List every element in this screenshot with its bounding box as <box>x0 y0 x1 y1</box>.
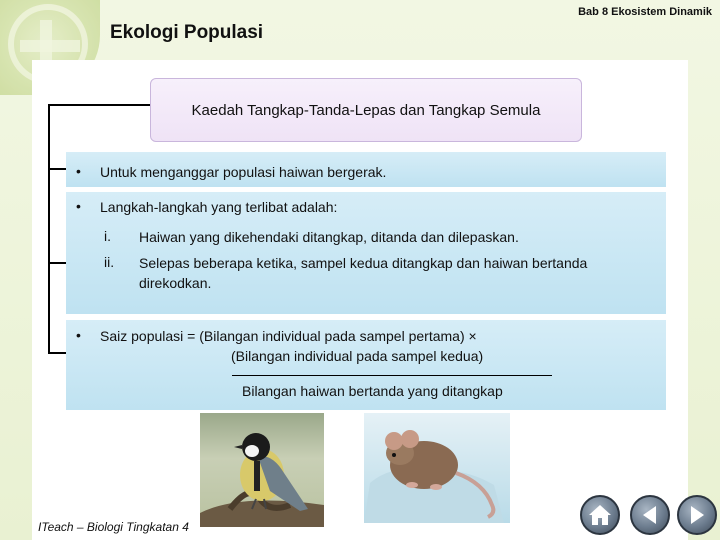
method-heading <box>150 78 582 142</box>
triangle-left-icon <box>639 504 661 526</box>
step-text-2-line1: Selepas beberapa ketika, sampel kedua ditangkap dan haiwan bertanda <box>139 255 588 271</box>
bullet-marker-1: • <box>76 163 81 179</box>
bird-photo <box>200 413 324 527</box>
home-button[interactable] <box>580 495 620 535</box>
triangle-right-icon <box>686 504 708 526</box>
home-icon <box>587 503 613 527</box>
bullet-text-1: Untuk menganggar populasi haiwan bergerak. <box>100 164 387 180</box>
formula-line-1: Saiz populasi = (Bilangan individual pada sampel pertama) × <box>100 328 477 344</box>
step-number-1: i. <box>104 228 111 244</box>
chapter-label: Bab 8 Ekosistem Dinamik <box>578 6 712 18</box>
bullet-marker-2: • <box>76 198 81 214</box>
method-heading-text: Kaedah Tangkap-Tanda-Lepas dan Tangkap Semula <box>191 101 541 119</box>
step-text-2-line2: direkodkan. <box>139 275 212 291</box>
page-title: Ekologi Populasi <box>110 22 264 43</box>
back-button[interactable] <box>630 495 670 535</box>
formula-denominator: Bilangan haiwan bertanda yang ditangkap <box>242 383 503 399</box>
fraction-bar <box>232 375 552 376</box>
bullet-marker-3: • <box>76 327 81 343</box>
bracket-branch-1 <box>48 168 66 170</box>
bracket-branch-3 <box>48 352 66 354</box>
forward-button[interactable] <box>677 495 717 535</box>
mouse-photo <box>364 413 510 523</box>
bracket-top-line <box>48 104 150 106</box>
footer-credit: ITeach – Biologi Tingkatan 4 <box>38 520 189 534</box>
formula-line-2: (Bilangan individual pada sampel kedua) <box>231 348 484 364</box>
bracket-vertical-line <box>48 104 50 354</box>
bullet-text-2: Langkah-langkah yang terlibat adalah: <box>100 199 338 215</box>
bracket-branch-2 <box>48 262 66 264</box>
step-text-1: Haiwan yang dikehendaki ditangkap, ditanda dan dilepaskan. <box>139 229 519 245</box>
step-number-2: ii. <box>104 254 115 270</box>
